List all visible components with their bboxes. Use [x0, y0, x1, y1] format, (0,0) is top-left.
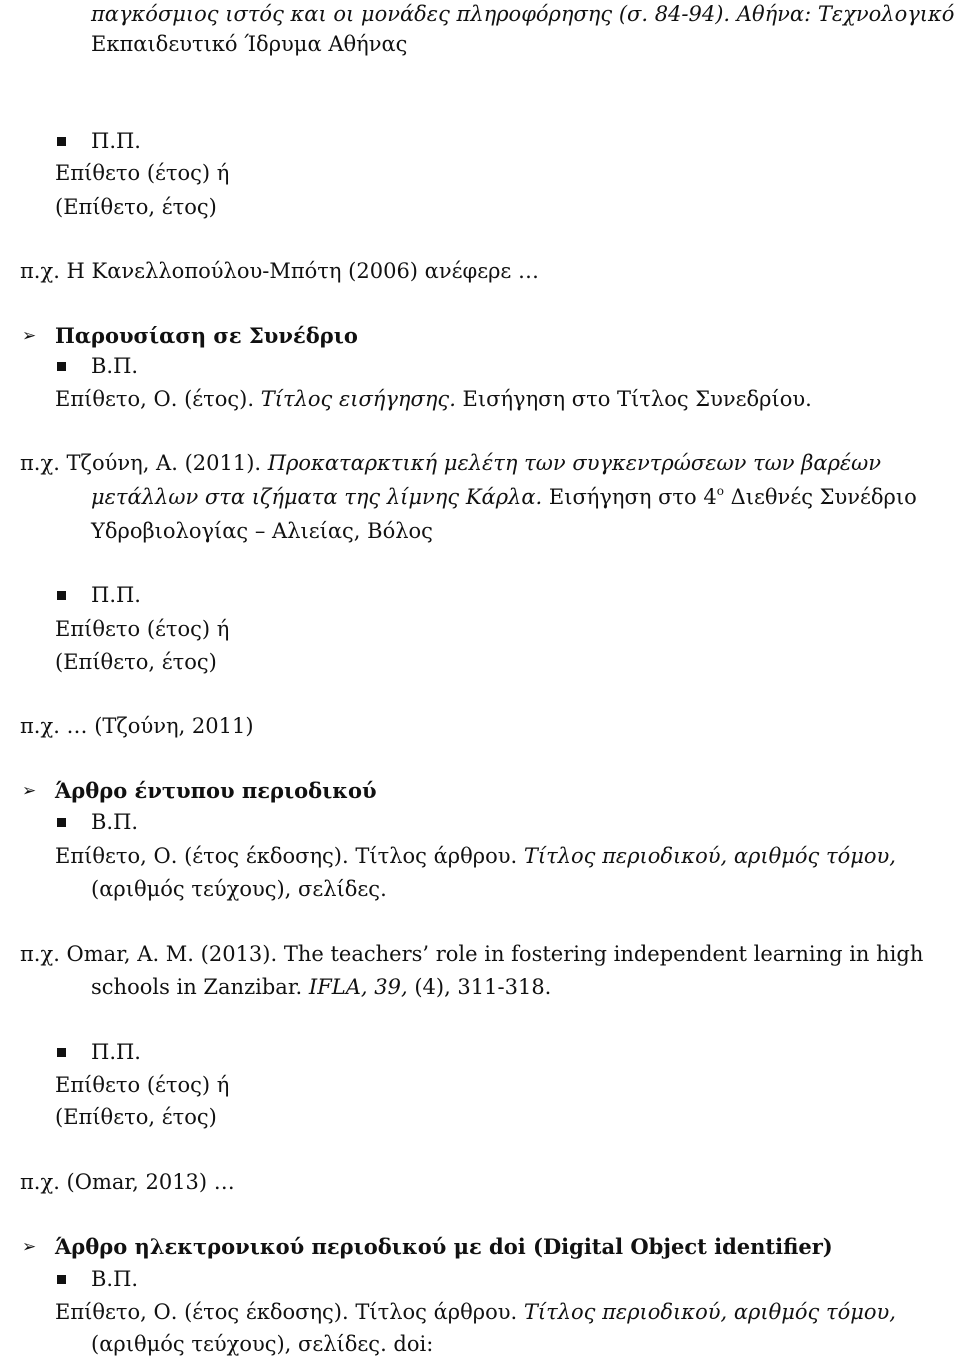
arrow-bullet-icon: ➢: [22, 1237, 37, 1257]
example-journal: IFLA, 39,: [308, 975, 408, 999]
bp-example-line-3: Υδροβιολογίας – Αλιείας, Βόλος: [91, 519, 433, 543]
square-bullet-icon: [57, 137, 66, 146]
format-journal: Τίτλος περιοδικού, αριθμός τόμου,: [523, 844, 896, 868]
intro-line-2: Εκπαιδευτικό Ίδρυμα Αθήνας: [91, 32, 408, 56]
section-heading-conference: Παρουσίαση σε Συνέδριο: [55, 323, 358, 348]
format-author: Επίθετο, Ο. (έτος).: [55, 387, 261, 411]
square-bullet-icon: [57, 362, 66, 371]
arrow-bullet-icon: ➢: [22, 326, 37, 346]
bp-label: Β.Π.: [91, 1267, 139, 1291]
bp-format-line-2: (αριθμός τεύχους), σελίδες. doi:: [91, 1332, 434, 1356]
example-conference: Εισήγηση στο 4: [542, 485, 717, 509]
format-title: Τίτλος εισήγησης.: [260, 387, 456, 411]
bp-label: Β.Π.: [91, 810, 139, 834]
pp-example: π.χ. … (Τζούνη, 2011): [20, 714, 254, 738]
bp-example-line-2: [91, 973, 551, 1001]
bp-label: Β.Π.: [91, 354, 139, 378]
section-heading-print-article: Άρθρο έντυπου περιοδικού: [55, 778, 377, 803]
section-heading-electronic-article: Άρθρο ηλεκτρονικού περιοδικού με doi (Digital Object identifier): [55, 1234, 833, 1259]
square-bullet-icon: [57, 818, 66, 827]
pp-label: Π.Π.: [91, 1040, 141, 1064]
bp-example-line-2: [91, 483, 917, 511]
example-superscript: ο: [716, 484, 724, 498]
pp-format-line-1: Επίθετο (έτος) ή: [55, 617, 230, 641]
example-title-cont: μετάλλων στα ιζήματα της λίμνης Κάρλα.: [91, 485, 543, 509]
pp-format-line-1: Επίθετο (έτος) ή: [55, 161, 230, 185]
intro-line-1: παγκόσμιος ιστός και οι μονάδες πληροφόρησης (σ. 84-94). Αθήνα: Τεχνολογικό: [91, 2, 955, 26]
example-title: Προκαταρκτική μελέτη των συγκεντρώσεων των βαρέων: [267, 451, 882, 475]
example-title-cont: schools in Zanzibar.: [91, 975, 309, 999]
format-conference: Εισήγηση στο Τίτλος Συνεδρίου.: [455, 387, 812, 411]
arrow-bullet-icon: ➢: [22, 781, 37, 801]
format-author-title: Επίθετο, Ο. (έτος έκδοσης). Τίτλος άρθρου.: [55, 1300, 524, 1324]
bp-example-line-1: [20, 449, 881, 477]
square-bullet-icon: [57, 1275, 66, 1284]
pp-label: Π.Π.: [91, 583, 141, 607]
pp-example: π.χ. (Omar, 2013) …: [20, 1170, 235, 1194]
example-pages: (4), 311-318.: [407, 975, 552, 999]
pp-example: π.χ. Η Κανελλοπούλου-Μπότη (2006) ανέφερε …: [20, 259, 539, 283]
bp-format-line-2: (αριθμός τεύχους), σελίδες.: [91, 877, 387, 901]
bp-format-line-1: [55, 842, 896, 870]
format-journal: Τίτλος περιοδικού, αριθμός τόμου,: [523, 1300, 896, 1324]
pp-format-line-2: (Επίθετο, έτος): [55, 650, 217, 674]
square-bullet-icon: [57, 1048, 66, 1057]
pp-format-line-1: Επίθετο (έτος) ή: [55, 1073, 230, 1097]
pp-label: Π.Π.: [91, 129, 141, 153]
bp-example-line-1: π.χ. Omar, A. M. (2013). The teachers’ role in fostering independent learning in high: [20, 942, 924, 966]
square-bullet-icon: [57, 591, 66, 600]
example-author: π.χ. Τζούνη, Α. (2011).: [20, 451, 268, 475]
example-conference-cont: Διεθνές Συνέδριο: [723, 485, 917, 509]
pp-format-line-2: (Επίθετο, έτος): [55, 195, 217, 219]
bp-format-line: [55, 385, 812, 413]
format-author-title: Επίθετο, Ο. (έτος έκδοσης). Τίτλος άρθρου.: [55, 844, 524, 868]
pp-format-line-2: (Επίθετο, έτος): [55, 1105, 217, 1129]
bp-format-line-1: [55, 1298, 896, 1326]
